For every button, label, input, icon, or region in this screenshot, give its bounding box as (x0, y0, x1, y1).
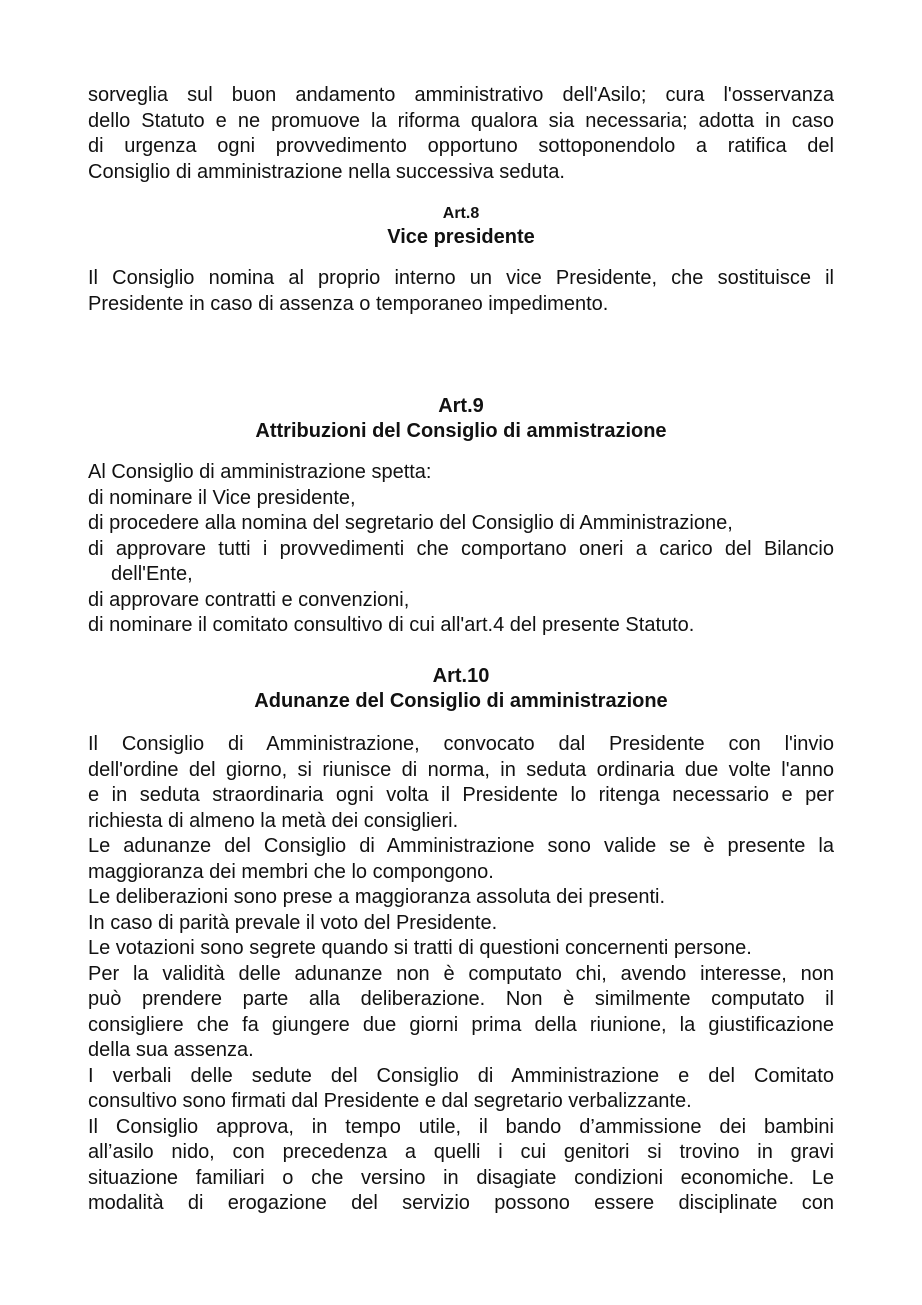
article-body (88, 732, 834, 1217)
text-line: Le deliberazioni sono prese a maggioranza assoluta dei presenti. (88, 886, 666, 908)
text-line: Il Consiglio approva, in tempo utile, il bando d’ammissione dei bambini (88, 1115, 834, 1138)
article-number: Art.9 (438, 395, 484, 417)
text-line: della sua assenza. (88, 1039, 254, 1061)
text-line: dell'ordine del giorno, si riunisce di norma, in seduta ordinaria due volte l'anno (88, 758, 834, 781)
article-title: Attribuzioni del Consiglio di ammistrazione (255, 420, 667, 442)
text-line: maggioranza dei membri che lo compongono. (88, 860, 494, 883)
list-item: di procedere alla nomina del segretario del Consiglio di Amministrazione, (88, 512, 733, 534)
text-line: consultivo sono firmati dal Presidente e dal segretario verbalizzante. (88, 1090, 692, 1112)
text-line: Il Consiglio nomina al proprio interno un vice Presidente, che sostituisce il (88, 267, 834, 289)
text-line: Al Consiglio di amministrazione spetta: (88, 461, 432, 483)
text-line: In caso di parità prevale il voto del Presidente. (88, 911, 498, 934)
text-line: consigliere che fa giungere due giorni prima della riunione, la giustificazione (88, 1013, 834, 1036)
text-line: Le adunanze del Consiglio di Amministrazione sono valide se è presente la (88, 835, 834, 857)
article-title: Adunanze del Consiglio di amministrazione (254, 690, 668, 712)
text-line: I verbali delle sedute del Consiglio di Amministrazione e del Comitato (88, 1064, 834, 1087)
continuation-paragraph (88, 83, 834, 185)
list-item: di approvare tutti i provvedimenti che comportano oneri a carico del Bilancio dell'Ente, (88, 537, 834, 585)
text-line: all’asilo nido, con precedenza a quelli i cui genitori si trovino in gravi (88, 1141, 834, 1163)
text-line: Il Consiglio di Amministrazione, convocato dal Presidente con l'invio (88, 733, 834, 755)
article-body (88, 266, 834, 317)
text-line: può prendere parte alla deliberazione. Non è similmente computato il (88, 988, 834, 1010)
text-line: modalità di erogazione del servizio possono essere disciplinate con (88, 1192, 834, 1214)
list-item: di nominare il Vice presidente, (88, 486, 356, 509)
list-item: di nominare il comitato consultivo di cui all'art.4 del presente Statuto. (88, 614, 695, 636)
text-line: Presidente in caso di assenza o temporaneo impedimento. (88, 292, 609, 315)
text-line: e in seduta straordinaria ogni volta il Presidente lo ritenga necessario e per (88, 784, 834, 806)
text-line: Consiglio di amministrazione nella successiva seduta. (88, 160, 565, 183)
article-title: Vice presidente (387, 226, 535, 248)
text-line: richiesta di almeno la metà dei consiglieri. (88, 809, 459, 832)
text-line: sorveglia sul buon andamento amministrativo dell'Asilo; cura l'osservanza (88, 84, 834, 106)
article-body (88, 460, 834, 639)
article-number: Art.8 (442, 205, 480, 222)
article-number: Art.10 (432, 665, 490, 687)
text-line: di urgenza ogni provvedimento opportuno sottoponendolo a ratifica del (88, 135, 834, 157)
text-line: situazione familiari o che versino in disagiate condizioni economiche. Le (88, 1166, 834, 1189)
text-line: dello Statuto e ne promuove la riforma qualora sia necessaria; adotta in caso (88, 109, 834, 132)
text-line: Per la validità delle adunanze non è computato chi, avendo interesse, non (88, 962, 834, 985)
text-line: Le votazioni sono segrete quando si tratti di questioni concernenti persone. (88, 937, 752, 959)
list-item: di approvare contratti e convenzioni, (88, 588, 410, 611)
